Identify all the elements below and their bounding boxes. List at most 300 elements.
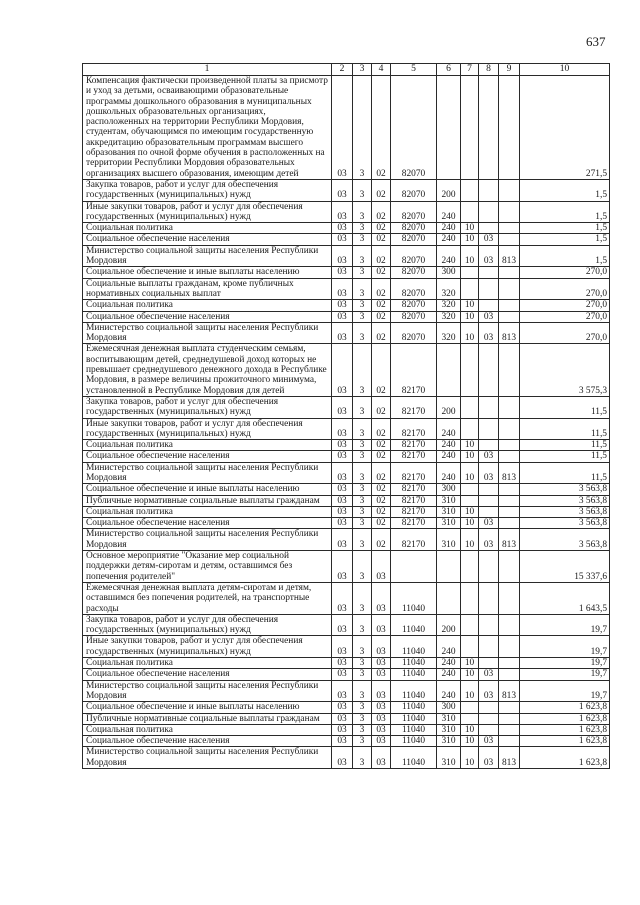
code-cell: 02 (372, 201, 391, 223)
code-cell (479, 76, 499, 180)
code-cell: 813 (499, 747, 520, 769)
code-cell: 02 (372, 76, 391, 180)
amount-cell: 3 563,8 (520, 529, 610, 551)
code-cell: 03 (332, 736, 353, 747)
code-cell: 03 (332, 658, 353, 669)
code-cell: 240 (437, 658, 461, 669)
table-row (83, 440, 610, 451)
code-cell: 240 (437, 201, 461, 223)
code-cell: 3 (353, 658, 372, 669)
code-cell: 3 (353, 278, 372, 300)
code-cell (499, 702, 520, 713)
code-cell: 03 (332, 506, 353, 517)
code-cell: 03 (479, 736, 499, 747)
code-cell: 02 (372, 344, 391, 396)
code-cell (461, 267, 479, 278)
code-cell (461, 344, 479, 396)
code-cell (499, 344, 520, 396)
code-cell: 10 (461, 234, 479, 245)
code-cell (499, 636, 520, 658)
table-row (83, 179, 610, 201)
code-cell: 03 (332, 245, 353, 267)
code-cell: 03 (332, 636, 353, 658)
code-cell: 11040 (391, 702, 437, 713)
code-cell: 82170 (391, 518, 437, 529)
code-cell (461, 551, 479, 583)
code-cell: 3 (353, 451, 372, 462)
code-cell: 11040 (391, 736, 437, 747)
row-name-cell: Министерство социальной защиты населения Республики Мордовия (83, 680, 332, 702)
table-row (83, 669, 610, 680)
code-cell: 03 (332, 234, 353, 245)
code-cell: 3 (353, 267, 372, 278)
code-cell: 82170 (391, 440, 437, 451)
code-cell (479, 418, 499, 440)
code-cell (479, 484, 499, 495)
header-cell: 9 (499, 64, 520, 76)
amount-cell: 19,7 (520, 636, 610, 658)
code-cell (499, 713, 520, 724)
header-cell: 5 (391, 64, 437, 76)
table-row (83, 551, 610, 583)
code-cell: 3 (353, 223, 372, 234)
table-row (83, 484, 610, 495)
code-cell (499, 278, 520, 300)
table-row (83, 636, 610, 658)
code-cell: 3 (353, 582, 372, 614)
amount-cell: 1 623,8 (520, 736, 610, 747)
code-cell: 310 (437, 518, 461, 529)
header-cell: 4 (372, 64, 391, 76)
table-row (83, 518, 610, 529)
code-cell: 02 (372, 506, 391, 517)
row-name-cell: Социальное обеспечение и иные выплаты населению (83, 702, 332, 713)
code-cell: 10 (461, 440, 479, 451)
code-cell: 10 (461, 747, 479, 769)
table-row (83, 300, 610, 311)
code-cell: 82070 (391, 201, 437, 223)
row-name-cell: Закупка товаров, работ и услуг для обеспечения государственных (муниципальных) нужд (83, 614, 332, 636)
amount-cell: 11,5 (520, 418, 610, 440)
amount-cell: 19,7 (520, 614, 610, 636)
table-row (83, 582, 610, 614)
code-cell (479, 713, 499, 724)
amount-cell: 11,5 (520, 451, 610, 462)
code-cell: 03 (332, 518, 353, 529)
code-cell: 82070 (391, 223, 437, 234)
table-row (83, 724, 610, 735)
code-cell: 02 (372, 322, 391, 344)
amount-cell: 1 623,8 (520, 713, 610, 724)
code-cell: 82170 (391, 451, 437, 462)
code-cell (499, 484, 520, 495)
row-name-cell: Иные закупки товаров, работ и услуг для обеспечения государственных (муниципальных) нужд (83, 201, 332, 223)
code-cell (479, 658, 499, 669)
code-cell: 02 (372, 451, 391, 462)
code-cell: 3 (353, 680, 372, 702)
code-cell (461, 495, 479, 506)
row-name-cell: Министерство социальной защиты населения Республики Мордовия (83, 245, 332, 267)
code-cell (479, 267, 499, 278)
code-cell: 310 (437, 495, 461, 506)
code-cell: 82170 (391, 344, 437, 396)
code-cell: 240 (437, 680, 461, 702)
amount-cell: 1 643,5 (520, 582, 610, 614)
code-cell: 320 (437, 322, 461, 344)
code-cell: 82170 (391, 529, 437, 551)
code-cell: 03 (479, 747, 499, 769)
code-cell: 03 (332, 440, 353, 451)
row-name-cell: Публичные нормативные социальные выплаты гражданам (83, 495, 332, 506)
code-cell (461, 278, 479, 300)
code-cell: 82070 (391, 267, 437, 278)
header-cell: 3 (353, 64, 372, 76)
code-cell: 240 (437, 636, 461, 658)
row-name-cell: Социальное обеспечение населения (83, 234, 332, 245)
amount-cell: 3 563,8 (520, 518, 610, 529)
row-name-cell: Социальная политика (83, 223, 332, 234)
code-cell: 02 (372, 300, 391, 311)
row-name-cell: Социальное обеспечение и иные выплаты населению (83, 267, 332, 278)
code-cell: 200 (437, 614, 461, 636)
code-cell: 3 (353, 724, 372, 735)
code-cell: 03 (372, 713, 391, 724)
table-row (83, 278, 610, 300)
code-cell: 03 (332, 311, 353, 322)
code-cell (479, 506, 499, 517)
row-name-cell: Социальное обеспечение населения (83, 736, 332, 747)
code-cell: 03 (332, 278, 353, 300)
code-cell: 10 (461, 680, 479, 702)
code-cell: 3 (353, 736, 372, 747)
code-cell (479, 278, 499, 300)
code-cell: 3 (353, 179, 372, 201)
table-row (83, 344, 610, 396)
amount-cell: 270,0 (520, 311, 610, 322)
code-cell: 03 (332, 529, 353, 551)
code-cell: 310 (437, 736, 461, 747)
amount-cell: 11,5 (520, 396, 610, 418)
code-cell: 03 (372, 582, 391, 614)
code-cell: 3 (353, 322, 372, 344)
row-name-cell: Социальное обеспечение населения (83, 518, 332, 529)
amount-cell: 1,5 (520, 201, 610, 223)
amount-cell: 19,7 (520, 658, 610, 669)
code-cell (499, 234, 520, 245)
code-cell: 03 (372, 658, 391, 669)
code-cell: 3 (353, 713, 372, 724)
code-cell: 3 (353, 418, 372, 440)
row-name-cell: Министерство социальной защиты населения Республики Мордовия (83, 747, 332, 769)
header-cell: 10 (520, 64, 610, 76)
code-cell (499, 551, 520, 583)
code-cell: 240 (437, 245, 461, 267)
code-cell: 03 (372, 702, 391, 713)
code-cell: 3 (353, 551, 372, 583)
code-cell: 3 (353, 462, 372, 484)
code-cell: 240 (437, 223, 461, 234)
code-cell: 03 (372, 736, 391, 747)
code-cell: 3 (353, 747, 372, 769)
code-cell: 10 (461, 462, 479, 484)
code-cell (461, 484, 479, 495)
code-cell: 03 (332, 223, 353, 234)
code-cell: 03 (372, 614, 391, 636)
amount-cell: 19,7 (520, 669, 610, 680)
code-cell: 03 (332, 582, 353, 614)
code-cell: 813 (499, 322, 520, 344)
code-cell: 02 (372, 484, 391, 495)
row-name-cell: Социальная политика (83, 300, 332, 311)
code-cell: 200 (437, 396, 461, 418)
code-cell: 320 (437, 300, 461, 311)
code-cell: 02 (372, 418, 391, 440)
code-cell: 3 (353, 484, 372, 495)
code-cell (437, 76, 461, 180)
table-row (83, 506, 610, 517)
header-cell: 6 (437, 64, 461, 76)
code-cell: 300 (437, 484, 461, 495)
row-name-cell: Социальные выплаты гражданам, кроме публичных нормативных социальных выплат (83, 278, 332, 300)
code-cell: 310 (437, 529, 461, 551)
table-row (83, 713, 610, 724)
table-row (83, 201, 610, 223)
code-cell: 813 (499, 245, 520, 267)
code-cell: 11040 (391, 713, 437, 724)
code-cell: 3 (353, 506, 372, 517)
amount-cell: 1,5 (520, 179, 610, 201)
code-cell (499, 179, 520, 201)
code-cell: 02 (372, 245, 391, 267)
code-cell: 03 (372, 669, 391, 680)
amount-cell: 3 563,8 (520, 484, 610, 495)
header-cell: 1 (83, 64, 332, 76)
code-cell: 03 (332, 267, 353, 278)
code-cell: 3 (353, 614, 372, 636)
code-cell (499, 582, 520, 614)
code-cell (479, 201, 499, 223)
code-cell (499, 495, 520, 506)
code-cell: 813 (499, 529, 520, 551)
code-cell: 300 (437, 702, 461, 713)
table-row (83, 267, 610, 278)
code-cell: 03 (332, 680, 353, 702)
code-cell: 10 (461, 736, 479, 747)
code-cell: 11040 (391, 582, 437, 614)
row-name-cell: Социальная политика (83, 724, 332, 735)
row-name-cell: Основное мероприятие "Оказание мер социальной поддержки детям-сиротам и детям, оставшимся без попечения родителей" (83, 551, 332, 583)
code-cell: 82070 (391, 300, 437, 311)
amount-cell: 3 575,3 (520, 344, 610, 396)
row-name-cell: Закупка товаров, работ и услуг для обеспечения государственных (муниципальных) нужд (83, 396, 332, 418)
code-cell: 3 (353, 300, 372, 311)
code-cell: 10 (461, 451, 479, 462)
code-cell (461, 713, 479, 724)
code-cell (391, 551, 437, 583)
code-cell: 03 (372, 724, 391, 735)
code-cell: 310 (437, 747, 461, 769)
header-cell: 8 (479, 64, 499, 76)
code-cell: 02 (372, 267, 391, 278)
code-cell: 82170 (391, 506, 437, 517)
code-cell: 10 (461, 322, 479, 344)
code-cell: 82170 (391, 462, 437, 484)
code-cell: 11040 (391, 658, 437, 669)
row-name-cell: Компенсация фактически произведенной платы за присмотр и уход за детьми, осваивающими образовательные программы дошкольного образования в муниципальных дошкольных образовательных организациях, расположенных на территории Республики Мордовия, студентам, обучающимся по имеющим государственную аккредитацию образовательным программам высшего образования по очной форме обучения в расположенных на территории Республики Мордовия образовательных организациях высшего образования, имеющим детей (83, 76, 332, 180)
table-row (83, 451, 610, 462)
code-cell (479, 702, 499, 713)
amount-cell: 1,5 (520, 245, 610, 267)
page-number: 637 (586, 34, 606, 49)
code-cell: 02 (372, 529, 391, 551)
code-cell: 240 (437, 462, 461, 484)
code-cell: 10 (461, 724, 479, 735)
code-cell (479, 495, 499, 506)
row-name-cell: Иные закупки товаров, работ и услуг для обеспечения государственных (муниципальных) нужд (83, 636, 332, 658)
table-row (83, 614, 610, 636)
code-cell: 02 (372, 495, 391, 506)
code-cell: 03 (332, 76, 353, 180)
code-cell: 03 (332, 462, 353, 484)
code-cell: 310 (437, 724, 461, 735)
code-cell: 03 (372, 680, 391, 702)
code-cell: 3 (353, 529, 372, 551)
row-name-cell: Министерство социальной защиты населения Республики Мордовия (83, 529, 332, 551)
code-cell: 240 (437, 234, 461, 245)
row-name-cell: Закупка товаров, работ и услуг для обеспечения государственных (муниципальных) нужд (83, 179, 332, 201)
code-cell: 3 (353, 311, 372, 322)
code-cell: 03 (479, 680, 499, 702)
code-cell: 82070 (391, 322, 437, 344)
row-name-cell: Социальная политика (83, 440, 332, 451)
code-cell: 10 (461, 311, 479, 322)
code-cell: 02 (372, 311, 391, 322)
amount-cell: 1,5 (520, 223, 610, 234)
code-cell (499, 518, 520, 529)
amount-cell: 270,0 (520, 300, 610, 311)
code-cell: 03 (332, 418, 353, 440)
table-row (83, 702, 610, 713)
row-name-cell: Социальная политика (83, 506, 332, 517)
code-cell (499, 311, 520, 322)
code-cell: 82070 (391, 76, 437, 180)
row-name-cell: Социальное обеспечение населения (83, 311, 332, 322)
code-cell: 03 (479, 669, 499, 680)
code-cell: 240 (437, 669, 461, 680)
code-cell: 03 (332, 713, 353, 724)
code-cell: 02 (372, 234, 391, 245)
budget-table (82, 63, 610, 769)
code-cell: 3 (353, 76, 372, 180)
table-row (83, 76, 610, 180)
code-cell: 3 (353, 702, 372, 713)
code-cell: 02 (372, 518, 391, 529)
code-cell: 320 (437, 278, 461, 300)
code-cell: 3 (353, 669, 372, 680)
code-cell: 82070 (391, 179, 437, 201)
code-cell (499, 724, 520, 735)
row-name-cell: Ежемесячная денежная выплата студенческим семьям, воспитывающим детей, среднедушевой доход которых не превышает среднедушевого денежного дохода в Республике Мордовия, в размере величины прожиточного минимума, установленной в Республике Мордовия для детей (83, 344, 332, 396)
amount-cell: 271,5 (520, 76, 610, 180)
code-cell (499, 267, 520, 278)
code-cell: 10 (461, 300, 479, 311)
code-cell (479, 636, 499, 658)
table-row (83, 495, 610, 506)
code-cell: 03 (332, 551, 353, 583)
code-cell: 11040 (391, 724, 437, 735)
code-cell: 03 (479, 518, 499, 529)
code-cell: 03 (332, 322, 353, 344)
code-cell: 02 (372, 396, 391, 418)
row-name-cell: Министерство социальной защиты населения Республики Мордовия (83, 462, 332, 484)
code-cell: 10 (461, 223, 479, 234)
amount-cell: 11,5 (520, 440, 610, 451)
code-cell: 82070 (391, 278, 437, 300)
code-cell: 03 (332, 614, 353, 636)
code-cell: 02 (372, 179, 391, 201)
code-cell: 10 (461, 506, 479, 517)
code-cell (479, 551, 499, 583)
code-cell: 240 (437, 440, 461, 451)
table-row (83, 680, 610, 702)
code-cell: 03 (479, 462, 499, 484)
code-cell: 03 (332, 179, 353, 201)
code-cell: 03 (372, 551, 391, 583)
table-row (83, 418, 610, 440)
code-cell (499, 418, 520, 440)
code-cell: 3 (353, 518, 372, 529)
code-cell: 03 (372, 747, 391, 769)
code-cell: 3 (353, 234, 372, 245)
code-cell (499, 201, 520, 223)
code-cell: 813 (499, 680, 520, 702)
code-cell: 82070 (391, 245, 437, 267)
code-cell (499, 736, 520, 747)
code-cell (479, 223, 499, 234)
code-cell: 03 (479, 529, 499, 551)
code-cell: 03 (332, 724, 353, 735)
code-cell: 03 (332, 495, 353, 506)
code-cell: 10 (461, 669, 479, 680)
amount-cell: 15 337,6 (520, 551, 610, 583)
code-cell: 03 (332, 702, 353, 713)
code-cell: 10 (461, 529, 479, 551)
code-cell (479, 179, 499, 201)
table-row (83, 245, 610, 267)
code-cell: 03 (479, 245, 499, 267)
code-cell: 03 (332, 669, 353, 680)
code-cell (499, 669, 520, 680)
code-cell (479, 582, 499, 614)
code-cell: 03 (479, 451, 499, 462)
code-cell (479, 300, 499, 311)
code-cell (499, 658, 520, 669)
row-name-cell: Социальное обеспечение населения (83, 451, 332, 462)
amount-cell: 1 623,8 (520, 747, 610, 769)
amount-cell: 270,0 (520, 278, 610, 300)
amount-cell: 1 623,8 (520, 702, 610, 713)
row-name-cell: Социальное обеспечение и иные выплаты населению (83, 484, 332, 495)
code-cell: 3 (353, 201, 372, 223)
code-cell: 3 (353, 495, 372, 506)
code-cell: 03 (479, 311, 499, 322)
amount-cell: 3 563,8 (520, 506, 610, 517)
code-cell: 310 (437, 713, 461, 724)
row-name-cell: Публичные нормативные социальные выплаты гражданам (83, 713, 332, 724)
code-cell (461, 702, 479, 713)
code-cell: 03 (479, 234, 499, 245)
code-cell (479, 396, 499, 418)
